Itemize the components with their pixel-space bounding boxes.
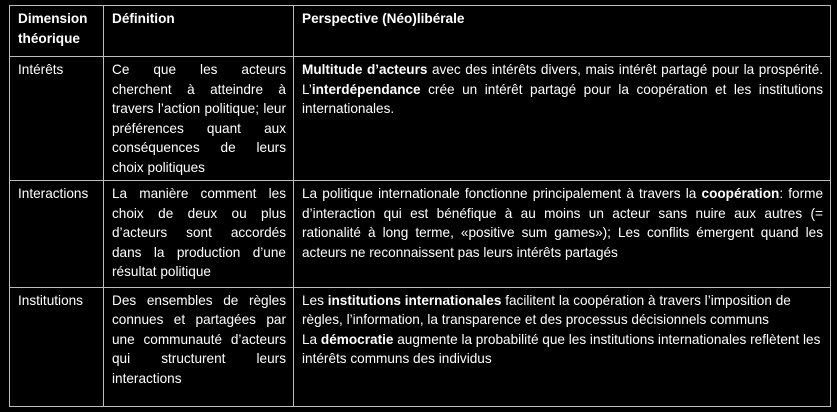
cell-perspective	[294, 287, 831, 406]
table-row	[10, 287, 831, 406]
bold-term: interdépendance	[311, 81, 421, 97]
bold-term: démocratie	[320, 331, 394, 347]
cell-definition: La manière comment les choix de deux ou plus d’acteurs sont accordés dans la production d’une résultat politique	[104, 181, 294, 287]
perspective-text: facilitent la coopération à travers l’imposition de règles, l’information, la transparence et des processus décisionnels communs	[302, 292, 791, 328]
header-definition: Définition	[104, 6, 294, 57]
bold-term: coopération	[701, 186, 780, 202]
header-perspective: Perspective (Néo)libérale	[294, 6, 831, 57]
cell-perspective	[294, 57, 831, 181]
perspective-text: avec des intérêts divers, mais intérêt partagé pour la prospérité. L’	[302, 62, 823, 97]
perspective-text: crée un intérêt partagé pour la coopération et les institutions internationales.	[302, 81, 823, 116]
cell-definition: Des ensembles de règles connues et partagées par une communauté d’acteurs qui structurent leurs interactions	[104, 287, 294, 406]
cell-perspective	[294, 181, 831, 287]
comparison-table	[9, 5, 831, 407]
perspective-text: : forme d’interaction qui est bénéfique à au moins un acteur sans nuire aux autres (= rationalité à long terme, «positive sum games»); Les conflits émergent quand les acteurs ne reconnaissent pas leurs intérêts partagés	[302, 186, 823, 260]
comparison-table-container	[9, 5, 831, 407]
perspective-text: La politique internationale fonctionne principalement à travers la	[302, 186, 702, 202]
perspective-text: La	[302, 331, 321, 347]
cell-dimension: Intérêts	[10, 57, 104, 181]
cell-definition: Ce que les acteurs cherchent à atteindre à travers l’action politique; leur préférences quant aux conséquences de leurs choix politiques	[104, 57, 294, 181]
perspective-text: augmente la probabilité que les institutions internationales reflètent les intérêts communs des individus	[302, 331, 821, 367]
table-row	[10, 57, 831, 181]
bold-term: Multitude d’acteurs	[302, 62, 428, 77]
table-row	[10, 181, 831, 287]
header-dimension: Dimension théorique	[10, 6, 104, 57]
bold-term: institutions internationales	[327, 292, 502, 308]
perspective-paragraph	[302, 291, 823, 330]
table-header-row	[10, 6, 831, 57]
cell-dimension: Institutions	[10, 287, 104, 406]
cell-dimension: Interactions	[10, 181, 104, 287]
perspective-text: Les	[302, 292, 328, 308]
perspective-paragraph	[302, 330, 823, 369]
